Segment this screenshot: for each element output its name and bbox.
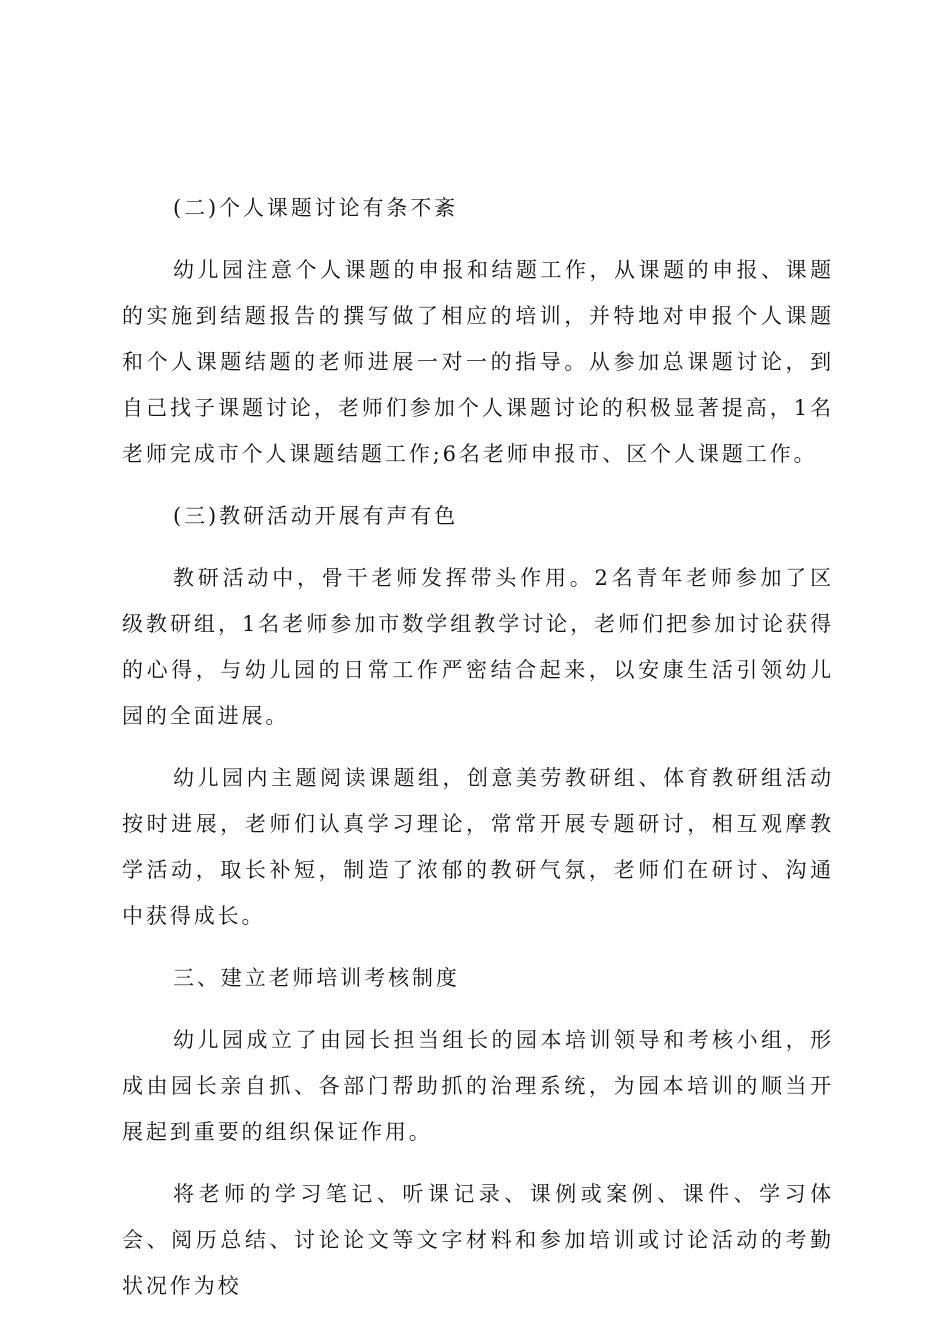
paragraph-training-team: 幼儿园成立了由园长担当组长的园本培训领导和考核小组，形成由园长亲自抓、各部门帮助抓的治理系统，为园本培训的顺当开展起到重要的组织保证作用。 [122,1028,834,1144]
section-heading-training-assessment: 三、建立老师培训考核制度 [173,966,460,990]
paragraph-research-groups: 幼儿园内主题阅读课题组，创意美劳教研组、体育教研组活动按时进展，老师们认真学习理论，常常开展专题研讨，相互观摩教学活动，取长补短，制造了浓郁的教研气氛，老师们在研讨、沟通中获得成长。 [122,766,834,928]
section-heading-teaching-research: (三)教研活动开展有声有色 [173,504,459,528]
paragraph-teaching-research: 教研活动中，骨干老师发挥带头作用。2名青年老师参加了区级教研组，1名老师参加市数学组教学讨论，老师们把参加讨论获得的心得，与幼儿园的日常工作严密结合起来，以安康生活引领幼儿园的全面进展。 [122,566,834,728]
document-body [122,185,834,1325]
paragraph-training-records: 将老师的学习笔记、听课记录、课例或案例、课件、学习体会、阅历总结、讨论论文等文字材料和参加培训或讨论活动的考勤状况作为校 [122,1182,834,1298]
paragraph-personal-research: 幼儿园注意个人课题的申报和结题工作，从课题的申报、课题的实施到结题报告的撰写做了相应的培训，并特地对申报个人课题和个人课题结题的老师进展一对一的指导。从参加总课题讨论，到自己找子课题讨论，老师们参加个人课题讨论的积极显著提高，1名老师完成市个人课题结题工作;6名老师申报市、区个人课题工作。 [122,258,834,466]
section-heading-personal-research: (二)个人课题讨论有条不紊 [173,196,459,220]
